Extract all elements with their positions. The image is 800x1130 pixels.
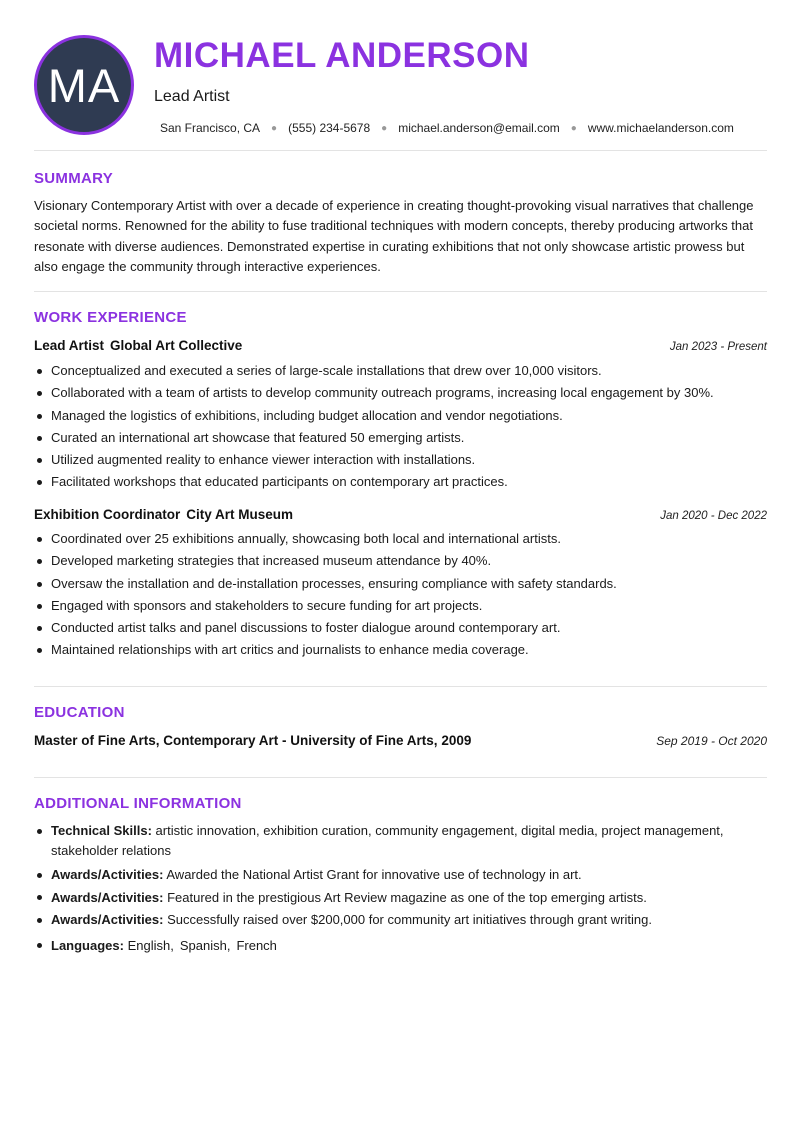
language: Spanish, bbox=[179, 937, 231, 953]
job-bullet: Engaged with sponsors and stakeholders to secure funding for art projects. bbox=[34, 595, 769, 617]
section-divider bbox=[34, 291, 767, 292]
job-header bbox=[34, 507, 767, 522]
candidate-role: Lead Artist bbox=[154, 88, 230, 105]
info-item-languages bbox=[34, 936, 769, 956]
job-bullet: Collaborated with a team of artists to develop community outreach programs, increasing local engagement by 30%. bbox=[34, 382, 769, 404]
separator-dot-icon: ● bbox=[271, 122, 278, 134]
job-bullet: Facilitated workshops that educated participants on contemporary art practices. bbox=[34, 471, 769, 493]
info-item bbox=[34, 888, 769, 908]
job-bullets bbox=[34, 360, 769, 494]
job-bullet: Curated an international art showcase that featured 50 emerging artists. bbox=[34, 427, 769, 449]
job-bullet: Coordinated over 25 exhibitions annually, showcasing both local and international artists. bbox=[34, 528, 769, 550]
education-title: EDUCATION bbox=[34, 704, 125, 721]
info-label: Awards/Activities: bbox=[51, 889, 164, 905]
job-bullets bbox=[34, 528, 769, 662]
contact-email[interactable]: michael.anderson@email.com bbox=[398, 121, 560, 135]
contact-line bbox=[160, 121, 734, 135]
job-bullet: Developed marketing strategies that increased museum attendance by 40%. bbox=[34, 550, 769, 572]
info-text: Awarded the National Artist Grant for innovative use of technology in art. bbox=[166, 867, 582, 882]
education-degree: Master of Fine Arts, Contemporary Art - University of Fine Arts, 2009 bbox=[34, 733, 472, 748]
job-company: Global Art Collective bbox=[110, 338, 243, 353]
job-position: Lead Artist bbox=[34, 338, 105, 353]
info-label: Languages: bbox=[51, 937, 124, 953]
info-item bbox=[34, 910, 769, 930]
job-position: Exhibition Coordinator bbox=[34, 507, 181, 522]
section-divider bbox=[34, 777, 767, 778]
job-company: City Art Museum bbox=[186, 507, 294, 522]
avatar bbox=[34, 35, 134, 135]
info-text: Successfully raised over $200,000 for community art initiatives through grant writing. bbox=[167, 912, 652, 927]
info-label: Awards/Activities: bbox=[51, 912, 164, 927]
language: French bbox=[236, 937, 277, 953]
education-dates: Sep 2019 - Oct 2020 bbox=[656, 734, 767, 748]
job-dates: Jan 2020 - Dec 2022 bbox=[660, 510, 767, 522]
contact-website[interactable]: www.michaelanderson.com bbox=[587, 121, 734, 135]
job-bullet: Utilized augmented reality to enhance viewer interaction with installations. bbox=[34, 449, 769, 471]
job-header bbox=[34, 338, 767, 353]
info-label: Technical Skills: bbox=[51, 823, 152, 838]
contact-location: San Francisco, CA bbox=[160, 121, 261, 135]
additional-info-list bbox=[34, 821, 769, 955]
avatar-initials: MA bbox=[47, 58, 121, 112]
section-divider bbox=[34, 686, 767, 687]
summary-title: SUMMARY bbox=[34, 170, 114, 187]
job-bullet: Conducted artist talks and panel discussions to foster dialogue around contemporary art. bbox=[34, 617, 769, 639]
candidate-name: MICHAEL ANDERSON bbox=[154, 36, 530, 75]
work-experience-title: WORK EXPERIENCE bbox=[34, 309, 187, 326]
education-entry bbox=[34, 733, 767, 748]
info-label: Awards/Activities: bbox=[51, 867, 164, 882]
additional-info-title: ADDITIONAL INFORMATION bbox=[34, 795, 242, 812]
job-bullet: Maintained relationships with art critics and journalists to enhance media coverage. bbox=[34, 639, 769, 661]
info-text: artistic innovation, exhibition curation, community engagement, digital media, project management, stakeholder relations bbox=[51, 823, 724, 858]
section-divider bbox=[34, 150, 767, 151]
separator-dot-icon: ● bbox=[381, 122, 388, 134]
job-title bbox=[34, 507, 293, 522]
job-bullet: Oversaw the installation and de-installation processes, ensuring compliance with safety standards. bbox=[34, 573, 769, 595]
separator-dot-icon: ● bbox=[570, 122, 577, 134]
info-text: Featured in the prestigious Art Review magazine as one of the top emerging artists. bbox=[167, 889, 647, 905]
job-bullet: Conceptualized and executed a series of large-scale installations that drew over 10,000 visitors. bbox=[34, 360, 769, 382]
summary-text: Visionary Contemporary Artist with over a decade of experience in creating thought-provoking visual narratives that challenge societal norms. Renowned for the ability to fuse traditional techniques with modern concepts, thereby producing artworks that resonate with diverse audiences. Demonstrated expertise in curating exhibitions that not only showcase artistic prowess but also engage the community through interactive experiences. bbox=[34, 198, 754, 274]
info-item bbox=[34, 821, 769, 860]
job-dates: Jan 2023 - Present bbox=[669, 341, 767, 353]
job-title bbox=[34, 338, 242, 353]
info-item bbox=[34, 865, 769, 885]
language: English, bbox=[127, 937, 174, 953]
job-bullet: Managed the logistics of exhibitions, including budget allocation and vendor negotiations. bbox=[34, 405, 769, 427]
contact-phone: (555) 234-5678 bbox=[288, 121, 371, 135]
